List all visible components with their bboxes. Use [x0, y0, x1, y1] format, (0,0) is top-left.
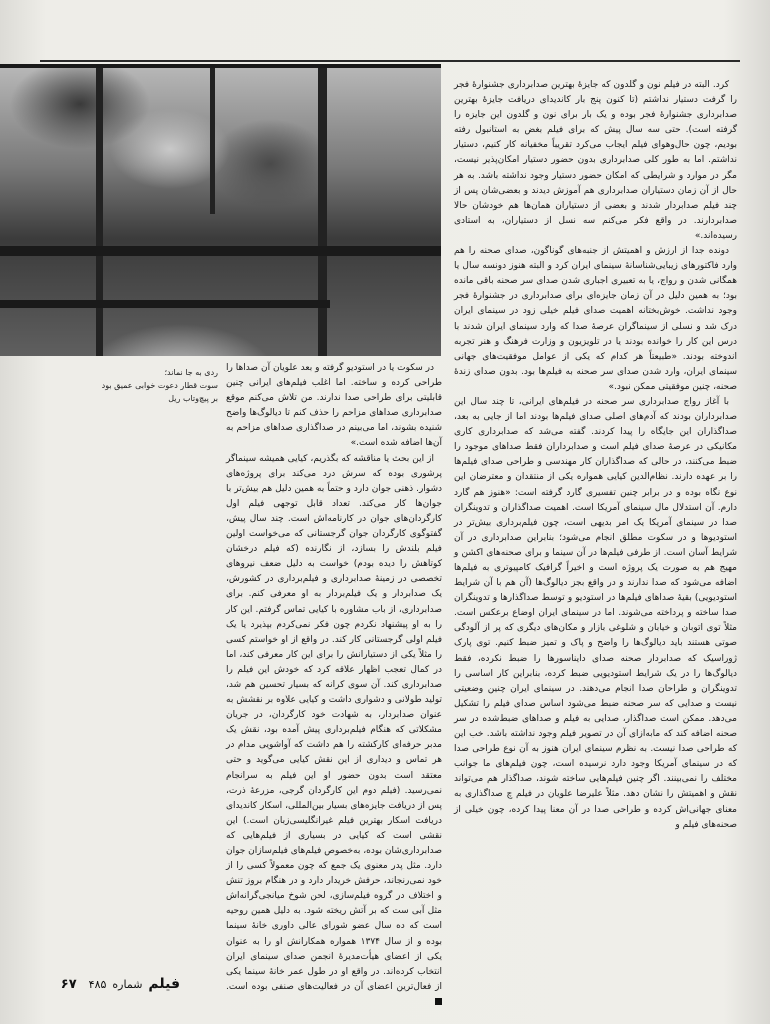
paragraph: دونده جدا از ارزش و اهمیتش از جنبه‌های گوناگون، صدای صحنه را هم وارد فاکتورهای زیبایی‌شناسانهٔ سینمای ایران کرد و البته هنوز دونسه سال یا همگانی شدن و رواج، یا به تعبیری اجباری شدن صدای سر صحنه باقی مانده بود؛ به همین دلیل در آن زمان جایزه‌ای برای صدابرداری در جشنوارهٔ فجر وجود نداشت. خوش‌بختانه اهمیت صدای فیلم خیلی زود در سینمای ایران درک شد و نسلی از سینماگران عرصهٔ صدا که وارد سینمای ایران شدند با درس این کار را خوانده بودند یا در تلویزیون و وزارت فرهنگ و هنر تجربه اندوخته بودند. «طبیعتاً هر کدام که یکی از عوامل موفقیت‌های جهانی سینمای ایران، وارد شدن صدای سر صحنه به فیلم‌ها بود. بدون صدای زندهٔ صحنه، چنین موفقیتی ممکن نبود.»	[454, 246, 737, 392]
top-rule	[40, 60, 740, 62]
article-column-left	[225, 361, 443, 992]
page-number: ۶۷	[60, 976, 77, 992]
photo-caption	[48, 366, 218, 405]
page-footer	[40, 974, 180, 994]
paragraph: در سکوت یا در استودیو گرفته و بعد علویان آن صداها را طراحی کرده و ساخته. اما اغلب فیلم‌های ایرانی چنین قابلیتی برای طراحی صدا ندارند. من تلاش می‌کنم موقع صدابرداری صداهای مزاحم را حذف کنم تا دیالوگ‌ها واضح شنیده بشوند، اما می‌بینم در صداگذاری صداهای مزاحم به آن‌ها اضافه شده است.»	[226, 363, 442, 449]
article-column-right	[454, 78, 737, 973]
caption-line: بر پیچ‌وتاب ریل	[168, 394, 218, 403]
issue-label: شماره	[112, 977, 143, 991]
paragraph: با آغاز رواج صدابرداری سر صحنه در فیلم‌های ایرانی، تا چند سال این صدابرداران بودند که آدم‌های اصلی صدای فیلم‌ها بودند اما از جایی به بعد، صداگذاران این جایگاه را پیدا کردند. گفته می‌شد که صدابرداری کاری مکانیکی در عرصهٔ صدای فیلم است و صدابرداران فقط صداهای موجود را ضبط می‌کنند، در حالی که صداگذاران کار مهندسی و طراحی صدای فیلم‌ها را بر عهده دارند. نظام‌الدین کیایی همواره یکی از منتقدان و معترضان این نوع نگاه بوده و در برابر چنین تفسیری گارد گرفته است: «هنوز هم گارد دارم. آن استدلال مال سینمای آمریکا است. اهمیت صداگذاران و تدوینگران صدا در سینمای آمریکا یک امر بدیهی است، چون فیلم‌برداری بیش‌تر در استودیوها و در سکوت مطلق انجام می‌شود؛ بنابراین صدابرداری در آن شرایط آسان است. از طرفی فیلم‌ها در آن سینما و برای صحنه‌های اکشن و مهیج هم به صورت یک پروژه است و اخیراً گرافیک کامپیوتری به فیلم‌ها اضافه می‌شود که صدا ندارند و در واقع بجز دیالوگ‌ها (آن هم با آن شرایط استودیویی) بقیهٔ صداهای فیلم‌ها در استودیو و توسط صداگذارها و تدوینگران صدا ساخته و پرداخته می‌شوند. اما در سینمای ایران اوضاع برعکس است. مثلاً توی اتوبان و خیابان و شلوغی بازار و مکان‌های دیگری که پر از آلودگی صوتی هستند باید دیالوگ‌ها را واضح و پاک و تمیز ضبط کنیم. توی پارک ژوراسیک که صدابردار صحنه صدای دایناسورها را ضبط نکرده، فقط دیالوگ‌ها را در یک شرایط استودیویی ضبط کرده، بنابراین کار اساسی را تدوینگران و طراحان صدا انجام می‌دهند. در سینمای ایران چنین وضعیتی نیست و صدایی که سر صحنه ضبط می‌شود اساس صدای فیلم را تشکیل می‌دهد. ممکن است صداگذار، صدایی به فیلم و صداهای ضبط‌شده در سر صحنه اضافه کند که مابه‌ازای آن در تصویر فیلم وجود نداشته باشد. خب این که طراحی صدا نیست. به نظرم سینمای ایران هنوز به آن نوع طراحی صدا که در سینمای آمریکا وجود دارد نرسیده است، چون فیلم‌های ما جوانب مختلف را نمی‌بینند. اگر چنین فیلم‌هایی ساخته شوند، صداگذار هم می‌تواند نقش و اهمیتش را نشان دهد. مثلاً علیرضا علویان در فیلم چ صداگذاری به معنای جهانی‌اش کرده و طراحی صدا در آن معنا پیدا کرده، چون خیلی از صحنه‌های فیلم و	[454, 396, 737, 830]
issue-number: ۴۸۵	[88, 977, 107, 991]
end-of-article-icon	[435, 998, 442, 1005]
magazine-logo: فیلم	[148, 976, 180, 992]
paragraph-text: از این بحث یا مناقشه که بگذریم، کیایی همیشه سینماگر پرشوری بوده که سرش درد می‌کند برای پروژه‌های دشوار. ذهنی جوان دارد و حتماً به همین دلیل هم بیش‌تر با جوان‌ها کار می‌کند. تعداد قابل توجهی فیلم اول کارگردان‌های جوان در کارنامه‌اش است. چند سال پیش، گفتوگوی کارگردان جوان گرجستانی که می‌خواست اولین فیلم بلندش را بسازد، از نگارنده (که فیلم درخشان کوتاهش را دیده بودم) خواست به دلیل ضعف نیروهای تخصصی در زمینهٔ صدابرداری و فیلم‌برداری در کشورش، یک صدابردار و یک فیلم‌بردار به او معرفی کنم. برای صدابرداری، از باب مشاوره با کیایی تماس گرفتم. این کار را به او پیشنهاد نکردم چون فکر نمی‌کردم بپذیرد یا یک فیلم اولی گرجستانی کار کند. در واقع از او خواستم کسی را مثلاً یکی از دستیارانش را برای این کار معرفی کند، اما در کمال تعجب اظهار علاقه کرد که خودش این فیلم را صدابرداری کند. آن سوی کرانه که بسیار تحسین هم شد، تولید طولانی و دشواری داشت و کیایی علاوه بر نقشش به عنوان صدابردار، به شهادت خود کارگردان، در جریان مشکلاتی که هنگام فیلم‌برداری پیش آمده بود، نقش یک مدبر حرفه‌ای کارکشته را هم داشت که آواشویی مدام در هر تماس و دیداری از این نقش کیایی می‌گوید و حتی معتقد است بدون حضور او این فیلم به سرانجام نمی‌رسید. (فیلم دوم این کارگردان گرجی، مزرعهٔ ذرت، پس از دریافت جایزه‌های بسیار بین‌المللی، اسکار کاندیدای دریافت اسکار بهترین فیلم غیرانگلیسی‌زبان است.) این نقشی است که کیایی در بسیاری از فیلم‌هایی که صدابرداری‌شان بوده، به‌خصوص فیلم‌های فیلم‌سازان جوان دارد. مثل پدر معنوی یک جمع که چون معمولاً کسی را از خود نمی‌رنجاند، حرفش خریدار دارد و در هنگام بروز تنش و اختلاف در گروه فیلم‌سازی، لحن شوخ میانجی‌گرانه‌اش مثل آبی ست که بر آتش ریخته شود. به دلیل همین روحیه است که ده سال عضو شورای عالی داوری خانهٔ سینما بوده و از سال ۱۳۷۴ همواره همکارانش او را به عنوان یکی از اعضای هیأت‌مدیرهٔ انجمن صدای سینمای ایران انتخاب کرده‌اند. در واقع او در طول عمر خانهٔ سینما یکی از فعال‌ترین اعضای آن در فعالیت‌های صنفی بوده است.	[225, 453, 443, 992]
paragraph	[226, 452, 442, 1010]
film-set-photo	[0, 64, 441, 356]
caption-line: ردی به جا نماند؛	[164, 368, 218, 377]
paragraph: کرد. البته در فیلم نون و گلدون که جایزهٔ بهترین صدابرداری جشنوارهٔ فجر را گرفت دستیار نداشتم (تا کنون پنج بار کاندیدای دریافت جایزهٔ بهترین صدابرداری جشنوارهٔ فجر بوده و یک بار برای نون و گلدون این جایزه را گرفته است). حتی سه سال پیش که برای فیلم بغض به استانبول رفته بودیم، چون حال‌وهوای فیلم ایجاب می‌کرد تقریباً مخفیانه کار کنیم، دستیار نداشتم. اما به طور کلی صدابرداری بدون حضور دستیار امکان‌پذیر نیست، مگر در موارد و شرایطی که امکان حضور دستیار وجود نداشته باشد. به هر حال از آن زمان دستیاران صدابرداری هم آموزش دیدند و بعضی‌شان پس از چند فیلم صدابردار شدند و بعضی از دستیاران همان‌ها هم خودشان حالا صدابردارند. در واقع فکر می‌کنم سه نسل از دستیاران، به استادی رسیده‌اند.»	[454, 80, 737, 241]
caption-line: سوت قطار دعوت خوابی عمیق بود	[101, 381, 218, 390]
